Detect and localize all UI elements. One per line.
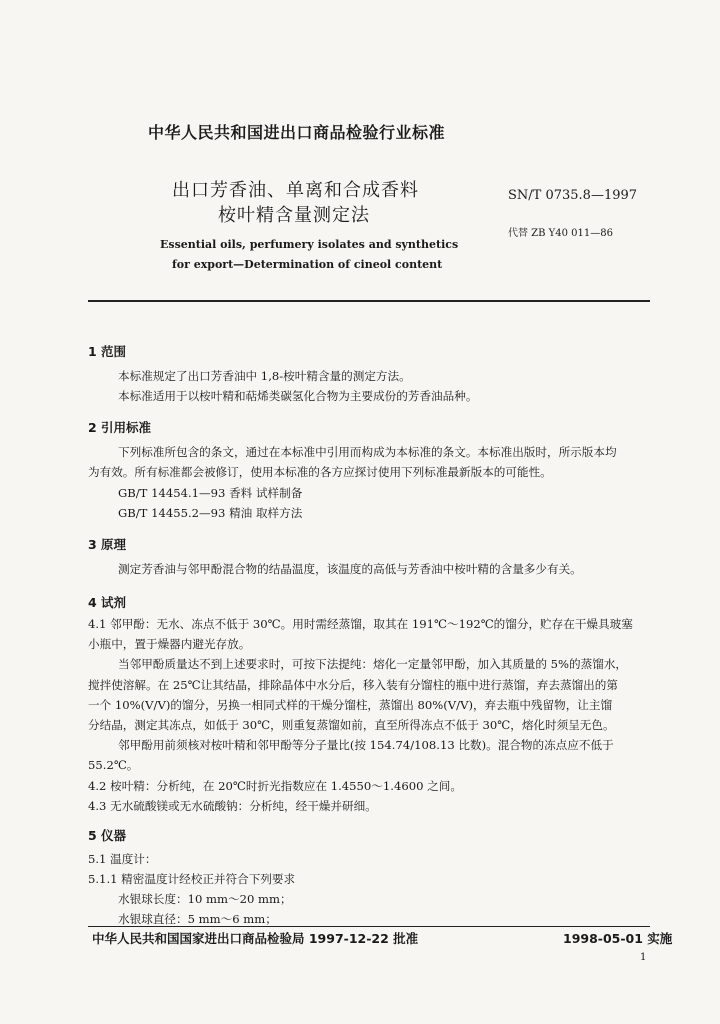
paragraph: 本标准适用于以桉叶精和萜烯类碳氢化合物为主要成份的芳香油品种。 [118,389,478,403]
footer-divider [88,926,650,927]
reference-item: GB/T 14455.2—93 精油 取样方法 [118,506,303,520]
issuing-body: 中华人民共和国进出口商品检验行业标准 [148,123,446,142]
paragraph: 下列标准所包含的条文，通过在本标准中引用而构成为本标准的条文。本标准出版时，所示版本均 [118,445,617,459]
paragraph: 分结晶，测定其冻点，如低于 30℃，则重复蒸馏如前，直至所得冻点不低于 30℃，熔化时须呈无色。 [88,718,615,732]
paragraph: 测定芳香油与邻甲酚混合物的结晶温度，该温度的高低与芳香油中桉叶精的含量多少有关。 [118,562,582,576]
paragraph: 为有效。所有标准都会被修订，使用本标准的各方应探讨使用下列标准最新版本的可能性。 [88,465,552,479]
paragraph: 邻甲酚用前须核对桉叶精和邻甲酚等分子量比(按 154.74/108.13 比数)。混合物的冻点应不低于 [118,738,614,752]
paragraph: 小瓶中，置于燥器内避光存放。 [88,637,251,651]
paragraph: 4.2 桉叶精：分析纯，在 20℃时折光指数应在 1.4550～1.4600 之间。 [88,779,462,793]
section-5-heading: 5 仪器 [88,828,127,843]
title-cn-line2: 桉叶精含量测定法 [218,205,370,226]
paragraph: 4.1 邻甲酚：无水、冻点不低于 30℃。用时需经蒸馏，取其在 191℃～192℃的馏分，贮存在干燥具玻塞 [88,617,633,631]
paragraph: 5.1 温度计： [88,852,157,866]
reference-item: GB/T 14454.1—93 香料 试样制备 [118,486,303,500]
paragraph: 水银球直径：5 mm～6 mm； [118,912,277,926]
title-en-line1: Essential oils, perfumery isolates and synthetics [160,238,459,251]
paragraph: 搅拌使溶解。在 25℃让其结晶，排除晶体中水分后，移入装有分馏柱的瓶中进行蒸馏，弃去蒸馏出的第 [88,678,618,692]
paragraph: 一个 10%(V/V)的馏分，另换一相同式样的干燥分馏柱，蒸馏出 80%(V/V)，弃去瓶中残留物，让主馏 [88,698,613,712]
header-divider [88,300,650,302]
title-cn-line1: 出口芳香油、单离和合成香料 [172,180,419,201]
section-3-heading: 3 原理 [88,537,127,552]
approval-line: 中华人民共和国国家进出口商品检验局 1997-12-22 批准 [92,931,419,946]
paragraph: 本标准规定了出口芳香油中 1,8-桉叶精含量的测定方法。 [118,369,411,383]
section-4-heading: 4 试剂 [88,595,127,610]
paragraph: 4.3 无水硫酸镁或无水硫酸钠：分析纯，经干燥并研细。 [88,799,377,813]
section-2-heading: 2 引用标准 [88,420,152,435]
paragraph: 当邻甲酚质量达不到上述要求时，可按下法提纯：熔化一定量邻甲酚，加入其质量的 5%的蒸馏水， [118,657,628,671]
paragraph: 55.2℃。 [88,758,139,772]
paragraph: 5.1.1 精密温度计经校正并符合下列要求 [88,872,296,886]
section-1-heading: 1 范围 [88,344,127,359]
title-en-line2: for export—Determination of cineol content [172,258,443,271]
standard-number: SN/T 0735.8—1997 [508,188,638,203]
page-number: 1 [640,952,647,963]
paragraph: 水银球长度：10 mm～20 mm； [118,892,292,906]
effective-date: 1998-05-01 实施 [563,931,673,946]
replaces-standard: 代替 ZB Y40 011—86 [508,228,613,239]
